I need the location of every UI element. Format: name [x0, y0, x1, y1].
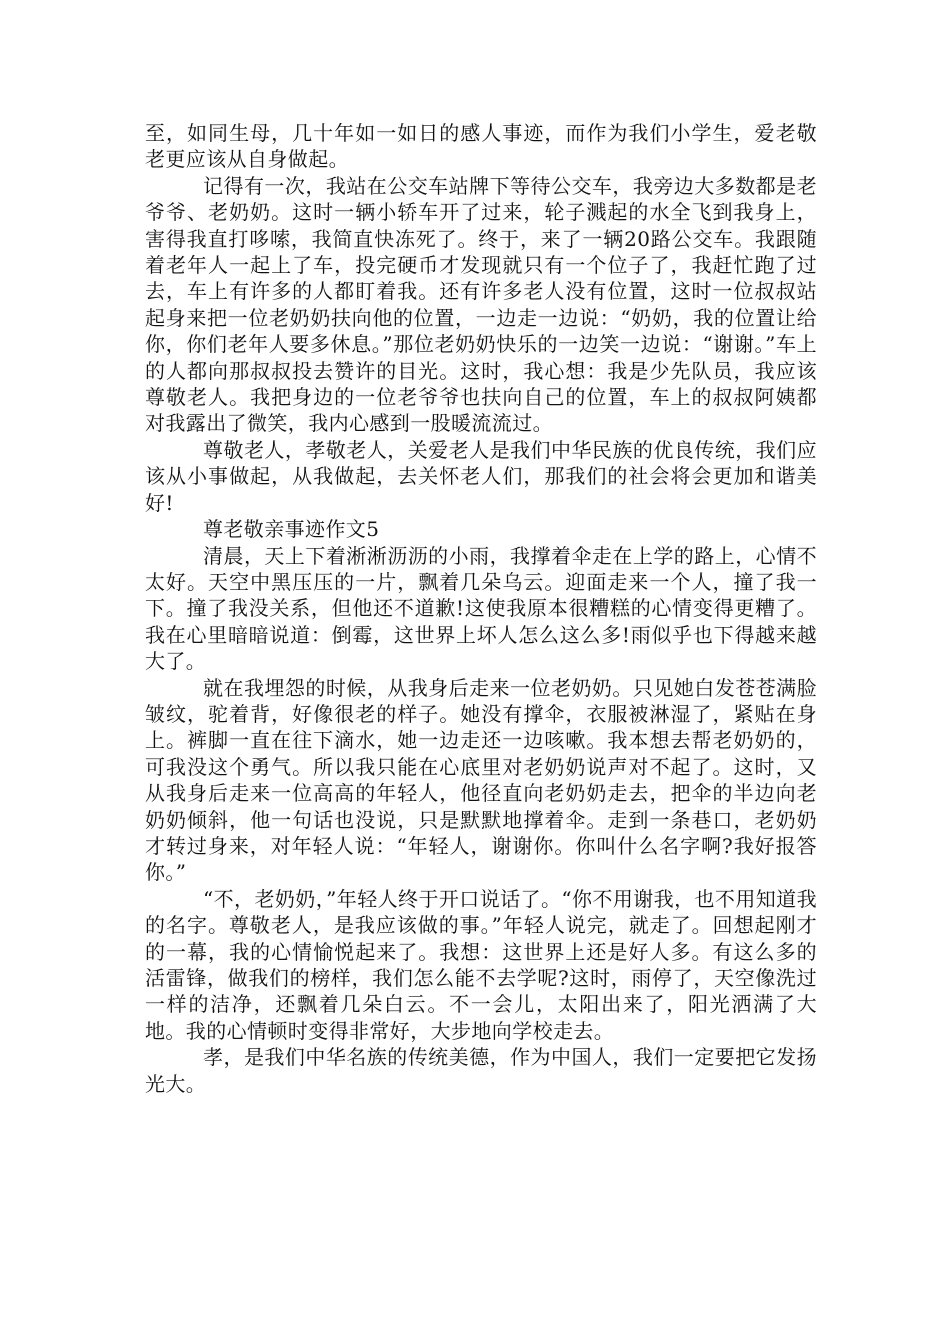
document-body — [145, 120, 817, 1097]
paragraph-filial-piety: 孝，是我们中华名族的传统美德，作为中国人，我们一定要把它发扬光大。 — [145, 1045, 817, 1096]
essay-heading: 尊老敬亲事迹作文5 — [203, 517, 380, 542]
paragraph-young-man-reply: “不，老奶奶，”年轻人终于开口说话了。“你不用谢我，也不用知道我的名字。尊敬老人，是我应该做的事。”年轻人说完，就走了。回想起刚才的一幕，我的心情愉悦起来了。我想：这世界上还是好人多。有这么多的活雷锋，做我们的榜样，我们怎么能不去学呢?这时，雨停了，天空像洗过一样的洁净，还飘着几朵白云。不一会儿，太阳出来了，阳光洒满了大地。我的心情顿时变得非常好，大步地向学校走去。 — [145, 886, 817, 1043]
paragraph-conclusion-respect: 尊敬老人，孝敬老人，关爱老人是我们中华民族的优良传统，我们应该从小事做起，从我做起，去关怀老人们，那我们的社会将会更加和谐美好! — [145, 437, 817, 515]
paragraph-bus-story: 记得有一次，我站在公交车站牌下等待公交车，我旁边大多数都是老爷爷、老奶奶。这时一辆小轿车开了过来，轮子溅起的水全飞到我身上，害得我直打哆嗦，我简直快冻死了。终于，来了一辆20路公交车。我跟随着老年人一起上了车，投完硬币才发现就只有一个位子了，我赶忙跑了过去，车上有许多的人都盯着我。还有许多老人没有位置，这时一位叔叔站起身来把一位老奶奶扶向他的位置，一边走一边说：“奶奶，我的位置让给你，你们老年人要多休息。”那位老奶奶快乐的一边笑一边说：“谢谢。”车上的人都向那叔叔投去赞许的目光。这时，我心想：我是少先队员，我应该尊敬老人。我把身边的一位老爷爷也扶向自己的位置，车上的叔叔阿姨都对我露出了微笑，我内心感到一股暖流流过。 — [145, 173, 817, 436]
paragraph-old-grandma: 就在我埋怨的时候，从我身后走来一位老奶奶。只见她白发苍苍满脸皱纹，驼着背，好像很老的样子。她没有撑伞，衣服被淋湿了，紧贴在身上。裤脚一直在往下滴水，她一边走还一边咳嗽。我本想去帮老奶奶的，可我没这个勇气。所以我只能在心底里对老奶奶说声对不起了。这时，又从我身后走来一位高高的年轻人，他径直向老奶奶走去，把伞的半边向老奶奶倾斜，他一句话也没说，只是默默地撑着伞。走到一条巷口，老奶奶才转过身来，对年轻人说：“年轻人，谢谢你。你叫什么名字啊?我好报答你。” — [145, 675, 817, 885]
paragraph-rainy-morning: 清晨，天上下着淅淅沥沥的小雨，我撑着伞走在上学的路上，心情不太好。天空中黑压压的一片，飘着几朵乌云。迎面走来一个人，撞了我一下。撞了我没关系，但他还不道歉!这使我原本很糟糕的心情变得更糟了。我在心里暗暗说道：倒霉，这世界上坏人怎么这么多!雨似乎也下得越来越大了。 — [145, 543, 817, 674]
paragraph-continuation: 至，如同生母，几十年如一如日的感人事迹，而作为我们小学生，爱老敬老更应该从自身做起。 — [145, 121, 817, 172]
